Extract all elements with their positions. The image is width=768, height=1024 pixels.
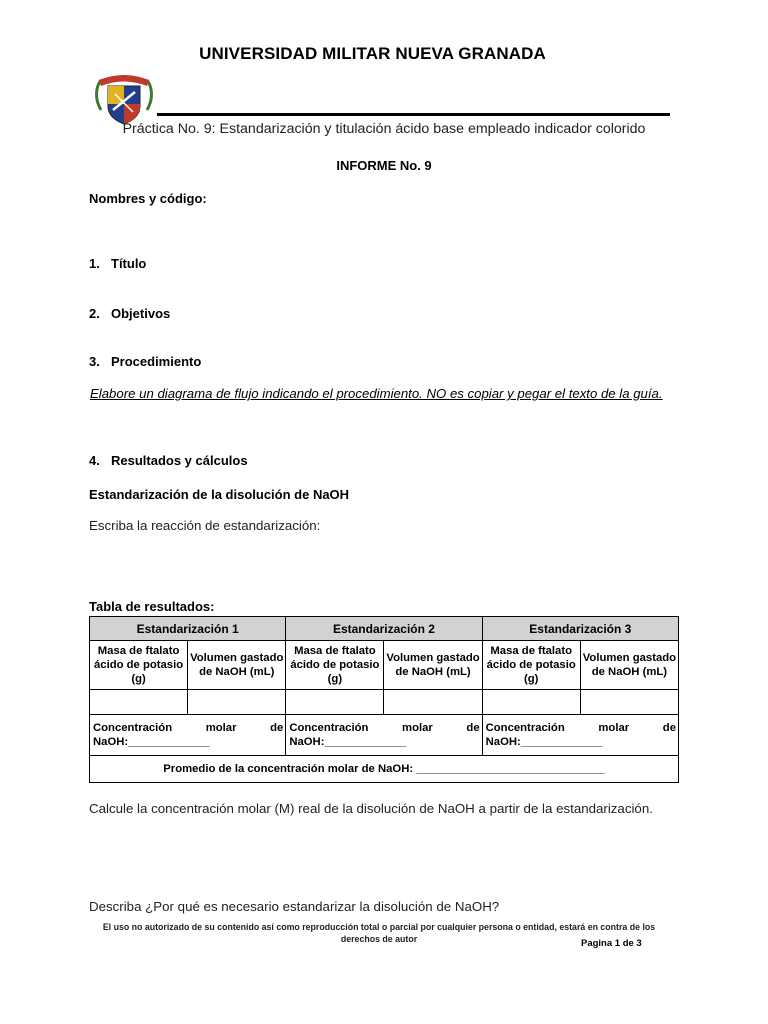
standardization-heading: Estandarización de la disolución de NaOH — [89, 487, 350, 502]
names-label: Nombres y código: — [89, 191, 207, 206]
concentration-cell[interactable] — [286, 715, 482, 756]
concentration-row — [90, 715, 679, 756]
group-header: Estandarización 3 — [482, 617, 678, 641]
conc-blank: NaOH:_____________ — [289, 736, 407, 748]
concentration-cell[interactable] — [90, 715, 286, 756]
reaction-prompt: Escriba la reacción de estandarización: — [89, 518, 321, 533]
group-header: Estandarización 2 — [286, 617, 482, 641]
mass-cell[interactable] — [482, 690, 580, 715]
conc-blank: NaOH:_____________ — [485, 736, 603, 748]
conc-word: Concentración — [289, 722, 369, 734]
university-crest-icon — [93, 66, 155, 128]
conc-word: Concentración — [485, 722, 565, 734]
table-row — [90, 690, 679, 715]
volume-cell[interactable] — [580, 690, 678, 715]
conc-word: de — [270, 722, 284, 734]
column-header-mass: Masa de ftalato ácido de potasio (g) — [286, 641, 384, 690]
why-prompt: Describa ¿Por qué es necesario estandarizar la disolución de NaOH? — [89, 899, 500, 914]
column-header-mass: Masa de ftalato ácido de potasio (g) — [482, 641, 580, 690]
section-label: Título — [111, 256, 147, 271]
volume-cell[interactable] — [384, 690, 482, 715]
section-number: 4. — [89, 453, 100, 468]
volume-cell[interactable] — [188, 690, 286, 715]
conc-word: de — [662, 722, 676, 734]
conc-word: Concentración — [93, 722, 173, 734]
conc-blank: NaOH:_____________ — [93, 736, 210, 748]
column-header-volume: Volumen gastado de NaOH (mL) — [384, 641, 482, 690]
university-title: UNIVERSIDAD MILITAR NUEVA GRANADA — [199, 44, 546, 63]
practice-title: Práctica No. 9: Estandarización y titulación ácido base empleado indicador colorido — [122, 121, 646, 137]
section-procedimiento — [89, 354, 201, 369]
section-label: Resultados y cálculos — [111, 453, 248, 468]
table-caption: Tabla de resultados: — [89, 599, 215, 614]
average-cell[interactable]: Promedio de la concentración molar de NaOH: ______________________________ — [90, 756, 679, 783]
calc-prompt: Calcule la concentración molar (M) real de la disolución de NaOH a partir de la estandarización. — [89, 801, 653, 816]
page-number: Pagina 1 de 3 — [581, 938, 642, 949]
section-number: 1. — [89, 256, 100, 271]
section-number: 2. — [89, 306, 100, 321]
conc-word: molar — [205, 722, 237, 734]
header-rule — [157, 113, 670, 116]
section-number: 3. — [89, 354, 100, 369]
average-row — [90, 756, 679, 783]
mass-cell[interactable] — [90, 690, 188, 715]
copyright-notice: El uso no autorizado de su contenido así como reproducción total o parcial por cualquier persona o entidad, estará en contra de los derechos de autor — [102, 922, 656, 944]
group-header: Estandarización 1 — [90, 617, 286, 641]
section-label: Objetivos — [111, 306, 171, 321]
conc-word: de — [466, 722, 480, 734]
table-subheader-row — [90, 641, 679, 690]
report-title: INFORME No. 9 — [336, 158, 432, 173]
section-resultados — [89, 453, 248, 468]
column-header-volume: Volumen gastado de NaOH (mL) — [188, 641, 286, 690]
concentration-cell[interactable] — [482, 715, 678, 756]
section-label: Procedimiento — [111, 354, 202, 369]
procedure-instruction: Elabore un diagrama de flujo indicando el procedimiento. NO es copiar y pegar el texto de la guía. — [90, 386, 663, 401]
column-header-volume: Volumen gastado de NaOH (mL) — [580, 641, 678, 690]
column-header-mass: Masa de ftalato ácido de potasio (g) — [90, 641, 188, 690]
table-header-row — [90, 617, 679, 641]
conc-word: molar — [598, 722, 630, 734]
results-table — [89, 616, 679, 783]
conc-word: molar — [402, 722, 433, 734]
section-objetivos — [89, 306, 170, 321]
section-titulo — [89, 256, 146, 271]
mass-cell[interactable] — [286, 690, 384, 715]
